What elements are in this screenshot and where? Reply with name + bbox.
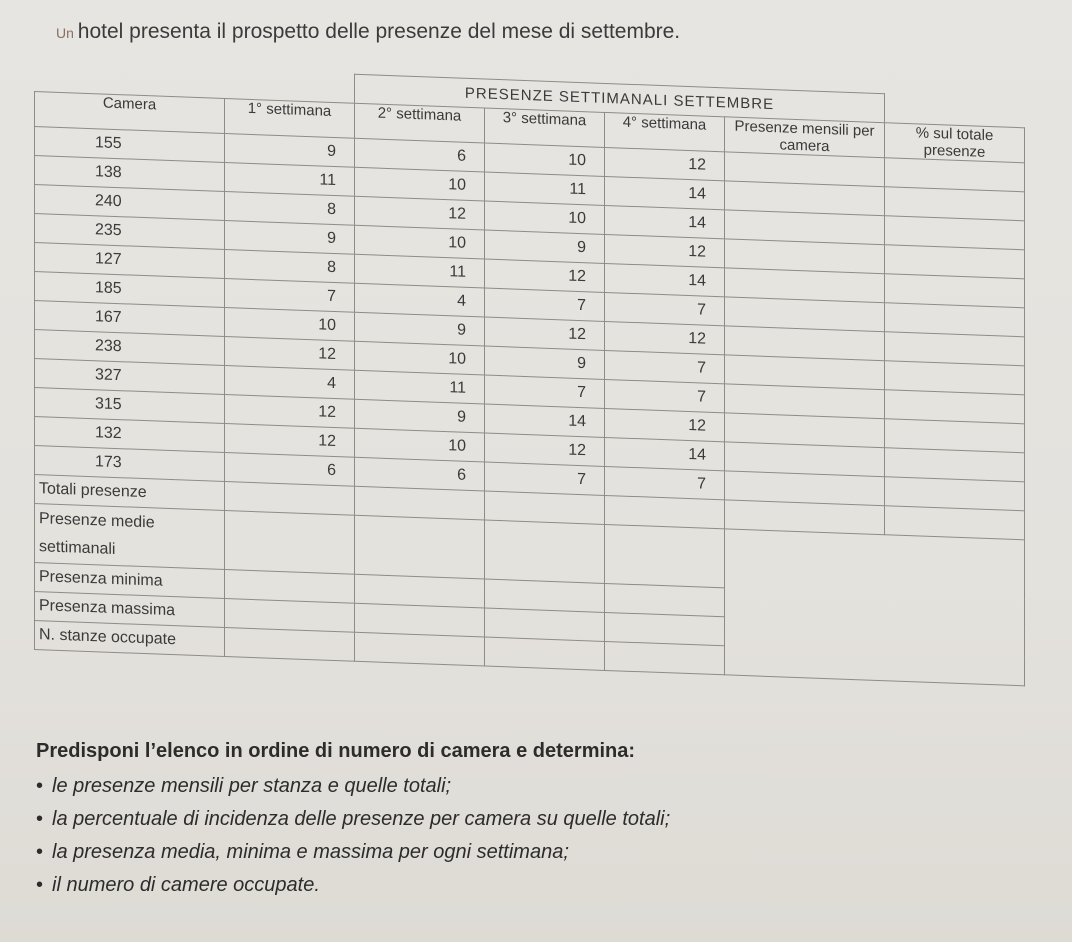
maximum-week-4 — [605, 612, 725, 645]
week-4-value: 12 — [605, 234, 725, 267]
room-number: 238 — [35, 330, 225, 366]
week-2-value: 6 — [355, 138, 485, 172]
week-3-value: 12 — [485, 317, 605, 350]
instruction-item: • la percentuale di incidenza delle presenze per camera su quelle totali; — [36, 803, 1036, 836]
week-2-value: 6 — [355, 457, 485, 491]
week-1-value: 12 — [225, 423, 355, 457]
week-3-value: 11 — [485, 172, 605, 205]
instructions-list — [36, 770, 1036, 902]
room-number: 167 — [35, 301, 225, 337]
totals-label: Totali presenze — [35, 475, 225, 511]
maximum-label: Presenza massima — [35, 592, 225, 628]
week-2-value: 10 — [355, 167, 485, 201]
week-2-value: 9 — [355, 399, 485, 433]
maximum-week-3 — [485, 608, 605, 641]
week-3-value: 7 — [485, 462, 605, 495]
average-label-line-1: Presenze medie — [39, 510, 155, 532]
header-camera: Camera — [35, 92, 225, 134]
maximum-week-1 — [225, 598, 355, 632]
intro-prefix-fragment: Un — [56, 25, 78, 41]
attendance-table-wrapper — [34, 62, 1034, 739]
maximum-week-2 — [355, 603, 485, 637]
week-3-value: 7 — [485, 375, 605, 408]
week-4-value: 7 — [605, 466, 725, 499]
header-percent: % sul totale presenze — [885, 123, 1025, 163]
week-3-value: 7 — [485, 288, 605, 321]
week-3-value: 10 — [485, 143, 605, 176]
week-2-value: 4 — [355, 283, 485, 317]
room-number: 155 — [35, 127, 225, 163]
week-4-value: 12 — [605, 321, 725, 354]
header-week-4: 4° settimana — [605, 112, 725, 151]
week-1-value: 12 — [225, 394, 355, 428]
average-week-1 — [225, 510, 355, 574]
totals-week-1 — [225, 481, 355, 515]
average-label-line-2: settimanali — [39, 538, 116, 558]
minimum-week-1 — [225, 569, 355, 603]
occupied-week-2 — [355, 632, 485, 666]
week-4-value: 12 — [605, 147, 725, 180]
totals-week-2 — [355, 486, 485, 520]
week-1-value: 7 — [225, 278, 355, 312]
room-number: 327 — [35, 359, 225, 395]
week-4-value: 7 — [605, 379, 725, 412]
instruction-item: • il numero di camere occupate. — [36, 869, 1036, 902]
occupied-week-4 — [605, 641, 725, 674]
room-number: 173 — [35, 446, 225, 482]
week-4-value: 12 — [605, 408, 725, 441]
week-1-value: 11 — [225, 162, 355, 196]
week-3-value: 12 — [485, 433, 605, 466]
minimum-label: Presenza minima — [35, 563, 225, 599]
intro-text — [56, 20, 680, 44]
room-number: 127 — [35, 243, 225, 279]
week-1-value: 9 — [225, 133, 355, 167]
week-1-value: 4 — [225, 365, 355, 399]
week-2-value: 12 — [355, 196, 485, 230]
week-3-value: 10 — [485, 201, 605, 234]
totals-week-4 — [605, 495, 725, 528]
room-number: 315 — [35, 388, 225, 424]
instruction-item: • le presenze mensili per stanza e quelle totali; — [36, 770, 1036, 803]
minimum-week-3 — [485, 579, 605, 612]
week-1-value: 10 — [225, 307, 355, 341]
totals-week-3 — [485, 491, 605, 524]
instructions-lead: Predisponi l’elenco in ordine di numero di camera e determina: — [36, 740, 636, 762]
week-2-value: 10 — [355, 428, 485, 462]
minimum-week-4 — [605, 583, 725, 616]
exercise-instructions — [36, 735, 1036, 902]
header-week-3: 3° settimana — [485, 108, 605, 147]
week-3-value: 9 — [485, 230, 605, 263]
room-number: 240 — [35, 185, 225, 221]
intro-sentence: hotel presenta il prospetto delle presenze del mese di settembre. — [77, 20, 681, 43]
average-label — [35, 504, 225, 570]
table-title: PRESENZE SETTIMANALI SETTEMBRE — [355, 74, 885, 122]
summary-blank-area — [725, 529, 1025, 686]
week-3-value: 14 — [485, 404, 605, 437]
attendance-table — [34, 62, 1025, 686]
average-week-4 — [605, 524, 725, 587]
room-number: 235 — [35, 214, 225, 250]
header-week-1: 1° settimana — [225, 98, 355, 138]
room-number: 132 — [35, 417, 225, 453]
week-4-value: 14 — [605, 205, 725, 238]
week-1-value: 12 — [225, 336, 355, 370]
week-1-value: 9 — [225, 220, 355, 254]
week-3-value: 9 — [485, 346, 605, 379]
week-3-value: 12 — [485, 259, 605, 292]
week-4-value: 7 — [605, 292, 725, 325]
average-week-3 — [485, 520, 605, 583]
week-1-value: 8 — [225, 191, 355, 225]
header-week-2: 2° settimana — [355, 103, 485, 143]
week-2-value: 11 — [355, 254, 485, 288]
week-1-value: 8 — [225, 249, 355, 283]
occupied-week-3 — [485, 637, 605, 670]
week-4-value: 7 — [605, 350, 725, 383]
header-monthly: Presenze mensili per camera — [725, 117, 885, 158]
occupied-week-1 — [225, 627, 355, 661]
room-number: 138 — [35, 156, 225, 192]
room-number: 185 — [35, 272, 225, 308]
week-1-value: 6 — [225, 452, 355, 486]
average-week-2 — [355, 515, 485, 579]
week-4-value: 14 — [605, 263, 725, 296]
week-2-value: 11 — [355, 370, 485, 404]
minimum-week-2 — [355, 574, 485, 608]
week-2-value: 9 — [355, 312, 485, 346]
week-4-value: 14 — [605, 437, 725, 470]
week-4-value: 14 — [605, 176, 725, 209]
occupied-rooms-label: N. stanze occupate — [35, 621, 225, 657]
week-2-value: 10 — [355, 225, 485, 259]
week-2-value: 10 — [355, 341, 485, 375]
instruction-item: • la presenza media, minima e massima per ogni settimana; — [36, 836, 1036, 869]
